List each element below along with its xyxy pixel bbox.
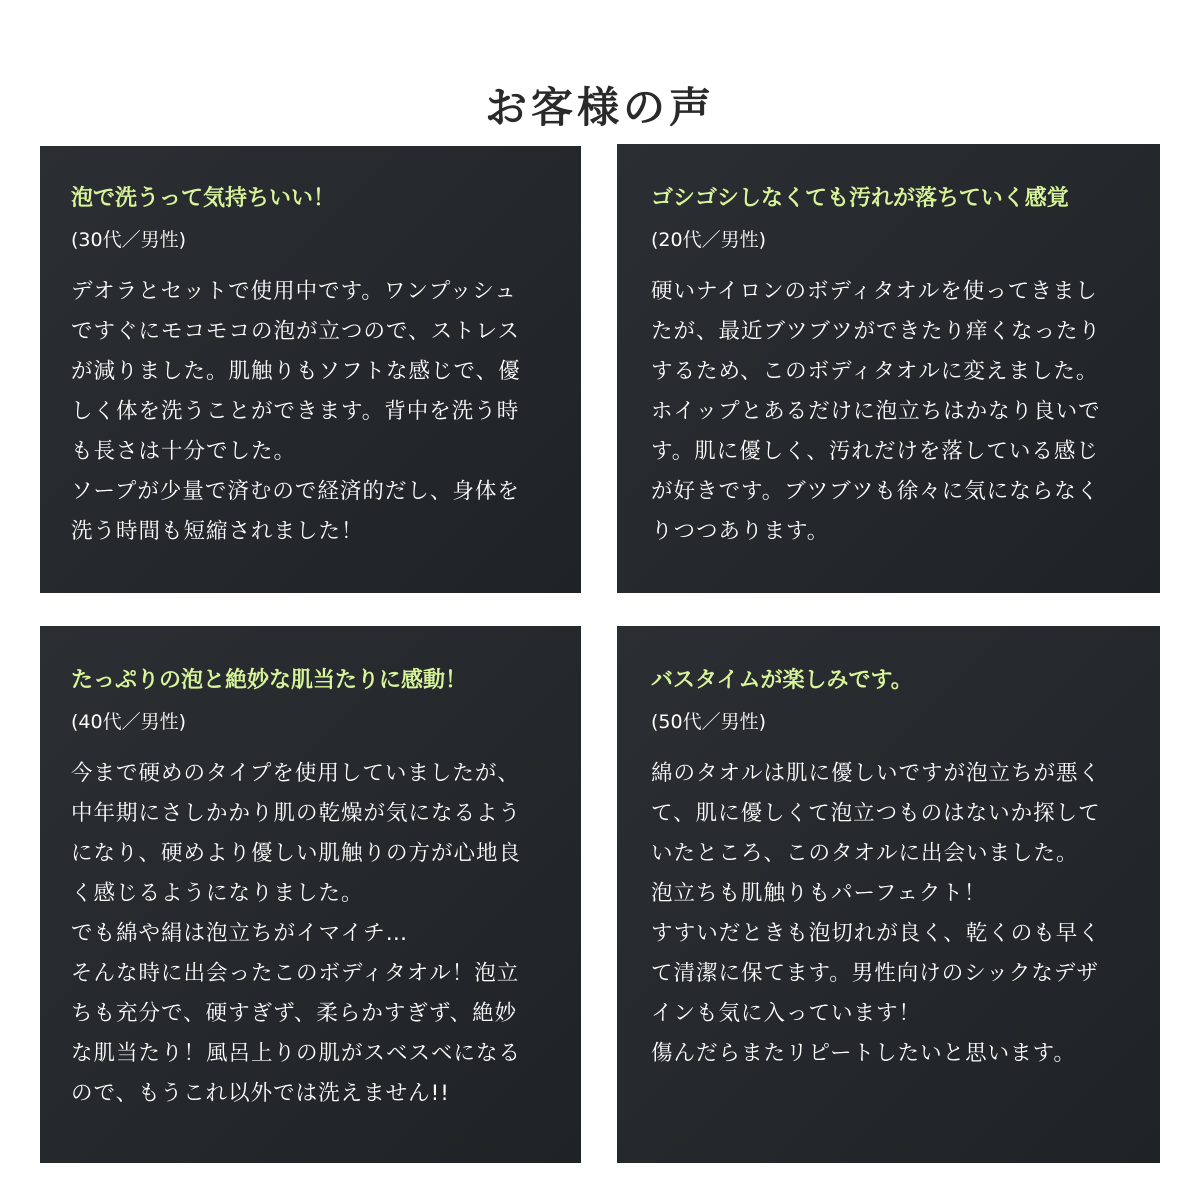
review-line: ソープが少量で済むので経済的だし、身体を — [71, 479, 520, 504]
review-line: も長さは十分でした。 — [71, 439, 297, 464]
reviewer-info: (50代／男性) — [651, 711, 767, 733]
review-line: りつつあります。 — [651, 519, 830, 544]
review-line: て清潔に保てます。男性向けのシックなデザ — [651, 961, 1099, 986]
review-line: が減りました。肌触りもソフトな感じで、優 — [71, 359, 521, 384]
review-line: ちも充分で、硬すぎず、柔らかすぎず、絶妙 — [71, 1001, 518, 1026]
review-heading: バスタイムが楽しみです。 — [651, 668, 913, 693]
review-line: しく体を洗うことができます。背中を洗う時 — [71, 399, 520, 424]
review-text — [71, 754, 551, 1114]
review-card — [40, 626, 581, 1163]
reviewer-info: (40代／男性) — [71, 711, 187, 733]
review-line: 綿のタオルは肌に優しいですが泡立ちが悪く — [651, 761, 1102, 786]
review-line: 傷んだらまたリピートしたいと思います。 — [651, 1041, 1076, 1066]
reviewer-info: (20代／男性) — [651, 229, 767, 251]
review-line: な肌当たり！風呂上りの肌がスベスベになる — [71, 1041, 522, 1066]
review-card — [617, 626, 1160, 1163]
review-line: 中年期にさしかかり肌の乾燥が気になるよう — [71, 801, 522, 826]
reviewer-info: (30代／男性) — [71, 229, 187, 251]
review-line: が好きです。ブツブツも徐々に気にならなく — [651, 479, 1100, 504]
review-line: でも綿や絹は泡立ちがイマイチ… — [71, 921, 409, 946]
review-text — [651, 272, 1130, 552]
review-line: す。肌に優しく、汚れだけを落している感じ — [651, 439, 1099, 464]
review-card — [40, 146, 581, 593]
review-line: デオラとセットで使用中です。ワンプッシュ — [71, 279, 517, 304]
review-text — [651, 754, 1130, 1074]
review-line: ホイップとあるだけに泡立ちはかなり良いで — [651, 399, 1101, 424]
review-line: すすいだときも泡切れが良く、乾くのも早く — [651, 921, 1101, 946]
review-line: 洗う時間も短縮されました！ — [71, 519, 364, 544]
review-heading: ゴシゴシしなくても汚れが落ちていく感覚 — [651, 186, 1069, 211]
review-line: ですぐにモコモコの泡が立つので、ストレス — [71, 319, 520, 344]
review-line: インも気に入っています！ — [651, 1001, 922, 1026]
review-line: 泡立ちも肌触りもパーフェクト！ — [651, 881, 987, 906]
review-line: 硬いナイロンのボディタオルを使ってきまし — [651, 279, 1098, 304]
review-heading: 泡で洗うって気持ちいい！ — [71, 186, 336, 211]
review-line: く感じるようになりました。 — [71, 881, 364, 906]
review-text — [71, 272, 551, 552]
page-title: お客様の声 — [484, 83, 715, 133]
review-line: いたところ、このタオルに出会いました。 — [651, 841, 1079, 866]
review-line: するため、このボディタオルに変えました。 — [651, 359, 1099, 384]
review-line: 今まで硬めのタイプを使用していましたが、 — [71, 761, 520, 786]
review-card — [617, 144, 1160, 593]
review-line: ので、もうこれ以外では洗えません!! — [71, 1081, 450, 1106]
review-line: になり、硬めより優しい肌触りの方が心地良 — [71, 841, 522, 866]
review-line: て、肌に優しくて泡立つものはないか探して — [651, 801, 1101, 826]
review-line: たが、最近ブツブツができたり痒くなったり — [651, 319, 1102, 344]
review-heading: たっぷりの泡と絶妙な肌当たりに感動！ — [71, 668, 468, 693]
review-line: そんな時に出会ったこのボディタオル！泡立 — [71, 961, 520, 986]
